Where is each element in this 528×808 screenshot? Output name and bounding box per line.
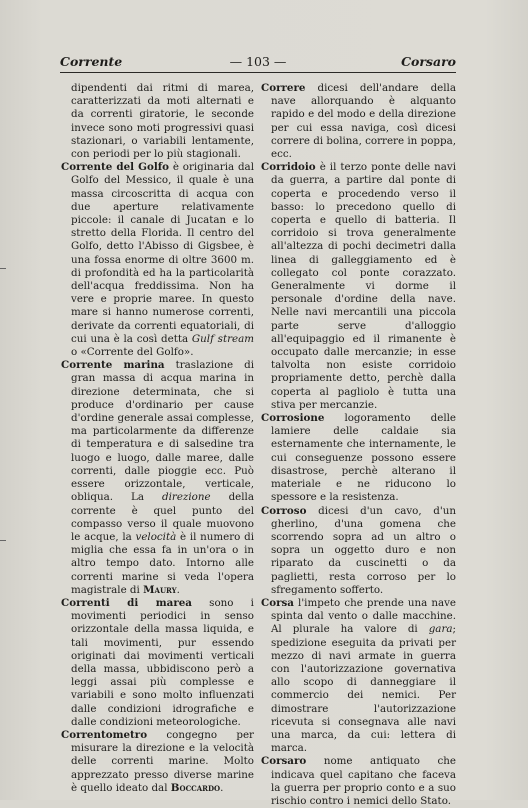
- entry-text: l'impeto che prende una nave spinta dal vento o dalle macchine. Al plurale ha valore di: [271, 596, 457, 636]
- entry-italic: Gulf stream: [191, 332, 254, 345]
- entry-corrente-marina: [61, 359, 255, 597]
- entry-text: è originaria dal Golfo del Messico, il quale è una massa circoscritta di acqua con due aperture relativamente piccole: il canale di Jucatan e lo stretto della Florida. Il centro del Golfo, detto l'Abisso di Gigsbee, è una fossa enorme di oltre 3600 m. di profondità ed ha la particolarità dell'acqua freddissima. Non ha vere e proprie maree. In questo mare si hanno numerose correnti, derivate da correnti equatoriali, di cui una è la così detta: [71, 161, 254, 345]
- entry-corridoio: [261, 161, 456, 412]
- entry-corrosione: [261, 412, 456, 504]
- entry-italic: gara: [428, 623, 453, 636]
- entry-corrente-del-golfo: [61, 161, 254, 359]
- entry-text: dicesi d'un cavo, d'un gherlino, d'una gomena che scorrendo sopra ad un altro o sopra un oggetto duro e non riparato da cuscinetti o da paglietti, resta corroso per lo sfregamento sofferto.: [271, 504, 456, 596]
- entry-text: della corrente è quel punto del compasso verso il quale muovono le acque, la: [71, 491, 254, 543]
- entry-headword: Correnti di marea: [61, 596, 192, 609]
- header-right-word: Corsaro: [401, 54, 456, 69]
- page-number: — 103 —: [229, 54, 287, 69]
- entry-author: Maury: [143, 583, 177, 596]
- entry-corroso: [261, 504, 456, 597]
- entry-headword: Corsaro: [261, 755, 307, 768]
- entry-text: dicesi dell'andare della nave allorquando è alquanto rapido e del modo e della direzione per cui essa naviga, così dicesi correre di bolina, correre in poppa, ecc.: [271, 82, 456, 161]
- entry-headword: Correre: [261, 82, 306, 94]
- entry-text: .: [176, 583, 180, 596]
- margin-mark: [0, 268, 6, 269]
- entry-headword: Corrosione: [261, 412, 325, 425]
- entry-text: traslazione di gran massa di acqua marina in direzione determinata, che si produce d'ordinario per cause d'ordine generale assai complesse, ma particolarmente da differenze di temperatura e di salsedine tra luogo e luogo, dalle maree, dalle correnti, dalle pioggie ecc. Può essere orizzontale, verticale, obliqua. La: [71, 359, 255, 504]
- entry-headword: Corrente marina: [61, 359, 165, 372]
- entry-text: congegno per misurare la direzione e la velocità delle correnti marine. Molto apprezzato presso diverse marine è quello ideato dal: [71, 728, 254, 794]
- entry-headword: Corsa: [261, 596, 294, 609]
- header-left-word: Corrente: [60, 54, 123, 69]
- entry-text: sono i movimenti periodici in senso orizzontale della massa liquida, e tali movimenti, pur essendo originati dai movimenti verticali della massa, ubbidiscono però a leggi assai più complesse e variabili e sono molto influenzati dalle condizioni idrografiche e dalle condizioni meteorologiche.: [71, 596, 254, 728]
- entry-correntometro: [61, 728, 254, 795]
- entry-correnti-di-marea: [61, 596, 254, 729]
- entry-text: logoramento delle lamiere delle caldaie sia esternamente che internamente, le cui conseguenze possono essere disastrose, perchè alterano il materiale e ne riducono lo spessore e la resistenza.: [271, 412, 456, 504]
- entry-text: dipendenti dai ritmi di marea, caratterizzati da moti alternati e da correnti giratorie, le seconde invece sono moti progressivi quasi stazionari, o variabili lentamente, con periodi per lo più stagionali.: [71, 82, 254, 161]
- margin-mark: [0, 540, 6, 541]
- entry-italic: direzione: [162, 491, 211, 504]
- entry-text: .: [220, 781, 224, 794]
- entry-headword: Corroso: [261, 504, 307, 517]
- header-rule: [60, 72, 456, 73]
- entry-text: nome antiquato che indicava quel capitano che faceva la guerra per proprio conto e a suo rischio contro i nemici dello Stato.: [271, 755, 456, 807]
- right-column: [261, 82, 456, 808]
- entry-correre: [261, 82, 456, 161]
- entry-headword: Corrente del Golfo: [61, 161, 170, 174]
- entry-corsaro: [261, 755, 456, 808]
- entry-text: o «Corrente del Golfo».: [71, 346, 194, 359]
- left-column: [61, 82, 254, 795]
- entry-text: è il numero di miglia che essa fa in un'ora o in altro tempo dato. Intorno alle correnti marine si veda l'opera magistrale di: [71, 530, 254, 596]
- entry-author: Boccardo: [170, 781, 221, 794]
- entry-text: ; spedizione eseguita da privati per mezzo di navi armate in guerra con l'autorizzazione governativa allo scopo di danneggiare il commercio dei nemici. Per dimostrare l'autorizzazione ricevuta si consegnava alle navi una marca, da cui: lettera di marca.: [271, 623, 456, 755]
- entry-italic: velocità: [135, 530, 177, 543]
- running-header: [60, 54, 456, 74]
- entry-text: è il terzo ponte delle navi da guerra, a partire dal ponte di coperta e procedendo verso il basso: lo precedono quello di coperta e quello di batteria. Il corridoio si trova generalmente all'altezza di pochi decimetri dalla linea di galleggiamento ed è collegato col ponte corazzato. Generalmente vi dorme il personale d'ordine della nave. Nelle navi mercantili una piccola parte serve d'alloggio all'equipaggio ed il rimanente è occupato dalle mercanzie; in esse talvolta non esiste corridoio propriamente detto, perchè dalla coperta al pagliolo è tutta una stiva per mercanzie.: [271, 161, 456, 411]
- entry-headword: Correntometro: [61, 728, 148, 741]
- continued-entry: [71, 82, 254, 161]
- entry-corsa: [261, 596, 457, 755]
- entry-headword: Corridoio: [261, 161, 316, 174]
